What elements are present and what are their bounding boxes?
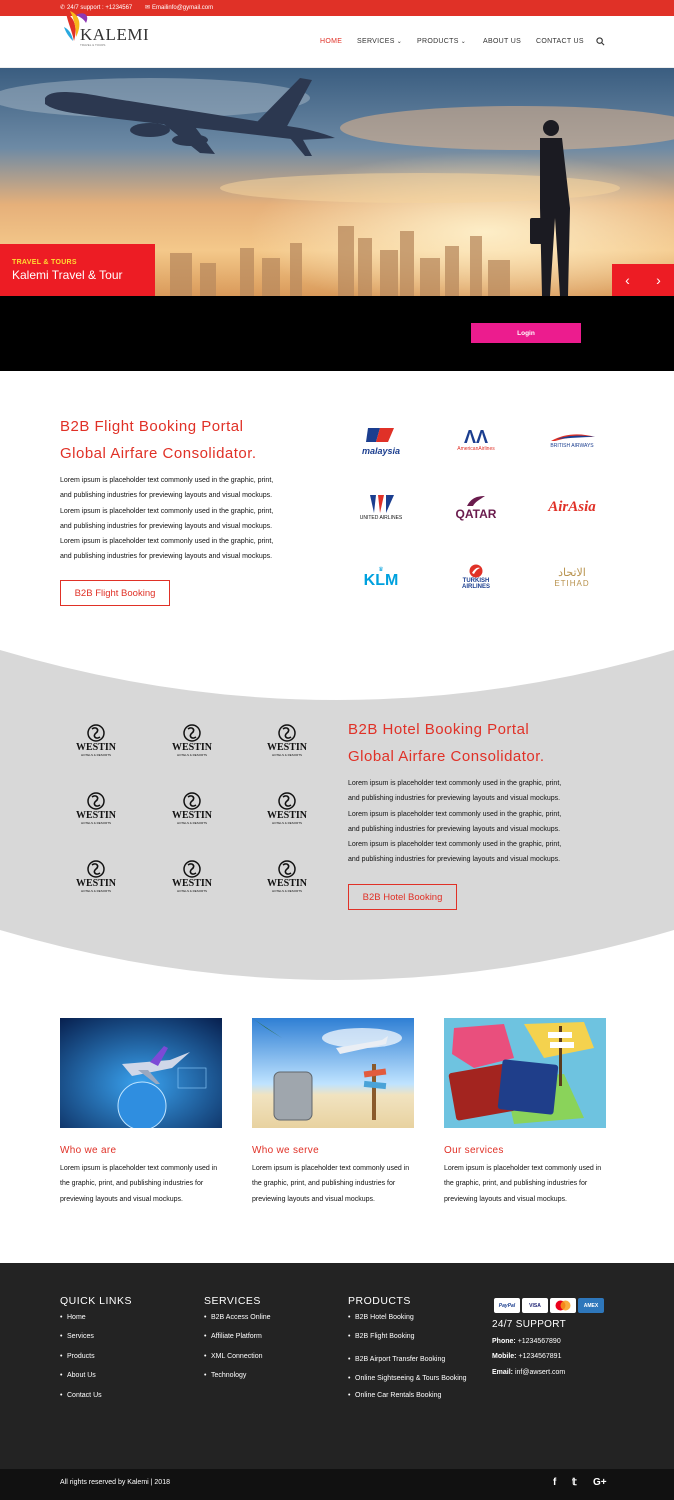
hotel-text-line: and publishing industries for previewing layouts and visual mockups. xyxy=(348,856,561,864)
westin-emblem-icon xyxy=(86,860,106,878)
airline-label: KLM xyxy=(363,571,399,589)
united-airlines-icon xyxy=(366,493,396,515)
hotel-text-line: and publishing industries for previewing layouts and visual mockups. xyxy=(348,795,561,803)
logo-text: KALEMI xyxy=(80,25,150,44)
klm-logo xyxy=(349,555,413,599)
westin-hotel-logo xyxy=(169,792,215,832)
airline-label: BRITISH AIRWAYS xyxy=(550,443,594,449)
footer-product-car-rentals[interactable]: • Online Car Rentals Booking xyxy=(348,1391,468,1401)
malaysia-airlines-icon xyxy=(364,424,398,446)
card-our-services-text: Lorem ipsum is placeholder text commonly used in the graphic, print, and publishing industries for previewing layouts and visual mockups. xyxy=(444,1165,602,1203)
westin-emblem-icon xyxy=(86,792,106,810)
flight-title xyxy=(60,413,257,467)
nav-contact-label: CONTACT US xyxy=(536,38,584,45)
westin-sub: HOTELS & RESORTS xyxy=(80,889,112,893)
nav-about-us[interactable] xyxy=(483,38,521,45)
westin-emblem-icon xyxy=(277,724,297,742)
westin-emblem-icon xyxy=(182,724,202,742)
westin-sub: HOTELS & RESORTS xyxy=(176,821,208,825)
hotel-text-line: Lorem ipsum is placeholder text commonly used in the graphic, print, xyxy=(348,810,562,818)
footer-link-about-us[interactable]: • About Us xyxy=(60,1371,102,1381)
flight-text-line: Lorem ipsum is placeholder text commonly used in the graphic, print, xyxy=(60,538,274,546)
flight-title-line-2: Global Airfare Consolidator. xyxy=(60,445,257,462)
hotel-title xyxy=(348,716,545,770)
westin-sub: HOTELS & RESORTS xyxy=(271,821,303,825)
airline-label: QATAR xyxy=(455,507,497,521)
b2b-hotel-booking-button[interactable]: B2B Hotel Booking xyxy=(348,884,457,910)
login-button[interactable]: Login xyxy=(471,323,581,343)
nav-home[interactable] xyxy=(320,38,342,45)
slider-prev-button[interactable] xyxy=(612,264,643,296)
westin-name: WESTIN xyxy=(266,810,307,821)
british-airways-logo xyxy=(540,418,604,462)
flight-text-line: Lorem ipsum is placeholder text commonly used in the graphic, print, xyxy=(60,507,274,515)
visa-card-icon: VISA xyxy=(522,1298,548,1313)
facebook-icon[interactable]: f xyxy=(553,1477,557,1488)
westin-name: WESTIN xyxy=(171,878,212,889)
westin-hotel-logo xyxy=(264,724,310,764)
support-title: 24/7 SUPPORT xyxy=(492,1319,567,1330)
flight-text-line: and publishing industries for previewing layouts and visual mockups. xyxy=(60,522,273,530)
footer-product-hotel[interactable]: • B2B Hotel Booking xyxy=(348,1313,468,1323)
email-label: Email: xyxy=(492,1369,514,1376)
westin-name: WESTIN xyxy=(75,878,116,889)
airline-label: UNITED AIRLINES xyxy=(359,515,403,521)
aa-icon: ΛΛ xyxy=(463,427,488,447)
paypal-card-icon: PayPal xyxy=(494,1298,520,1313)
airline-label: AirAsia xyxy=(548,498,596,515)
footer-service-technology[interactable]: • Technology xyxy=(204,1371,271,1381)
westin-hotel-logo xyxy=(169,860,215,900)
flight-text-line: Lorem ipsum is placeholder text commonly used in the graphic, print, xyxy=(60,477,274,484)
hero-title: Kalemi Travel & Tour xyxy=(12,268,123,282)
card-who-we-serve-title: Who we serve xyxy=(252,1145,319,1156)
turkish-airlines-icon xyxy=(469,564,483,578)
support-phone-line xyxy=(492,1338,561,1345)
airasia-logo xyxy=(540,485,604,529)
our-services-image xyxy=(444,1018,606,1128)
b2b-flight-booking-button[interactable]: B2B Flight Booking xyxy=(60,580,170,606)
footer-link-contact-us[interactable]: • Contact Us xyxy=(60,1391,102,1401)
klm-crown-icon: ♛ xyxy=(378,566,384,573)
support-mobile-line xyxy=(492,1353,561,1360)
flight-description xyxy=(60,473,330,565)
hotel-text-line: Lorem ipsum is placeholder text commonly used in the graphic, print, xyxy=(348,841,562,849)
westin-sub: HOTELS & RESORTS xyxy=(176,753,208,757)
airline-label: TURKISH AIRLINES xyxy=(461,578,490,590)
westin-hotel-logo xyxy=(264,792,310,832)
footer-service-affiliate[interactable]: • Affiliate Platform xyxy=(204,1332,271,1342)
westin-hotel-logo xyxy=(169,724,215,764)
support-email-text: Emailinfo@gymail.com xyxy=(152,4,214,11)
airline-label: malaysia xyxy=(361,446,401,456)
hotel-text-line: Lorem ipsum is placeholder text commonly used in the graphic, print, xyxy=(348,780,562,787)
mobile-label: Mobile: xyxy=(492,1353,517,1360)
chevron-right-icon: › xyxy=(656,272,661,288)
footer-mobile[interactable]: +1234567891 xyxy=(518,1353,562,1360)
flight-text-line: and publishing industries for previewing layouts and visual mockups. xyxy=(60,492,273,500)
footer-quick-links xyxy=(60,1313,102,1410)
google-plus-icon[interactable]: G+ xyxy=(593,1477,607,1488)
chevron-down-icon: ⌄ xyxy=(460,39,467,45)
etihad-arabic-icon: الاتحاد xyxy=(558,566,586,579)
chevron-down-icon: ⌄ xyxy=(396,39,403,45)
footer-service-b2b-access[interactable]: • B2B Access Online xyxy=(204,1313,271,1323)
westin-name: WESTIN xyxy=(266,742,307,753)
phone-icon: ✆ xyxy=(60,5,66,11)
hotel-title-line-2: Global Airfare Consolidator. xyxy=(348,748,545,765)
westin-sub: HOTELS & RESORTS xyxy=(80,821,112,825)
hotel-title-line-1: B2B Hotel Booking Portal xyxy=(348,721,530,738)
westin-sub: HOTELS & RESORTS xyxy=(176,889,208,893)
westin-emblem-icon xyxy=(277,860,297,878)
british-airways-icon xyxy=(547,431,597,443)
footer-services-title: SERVICES xyxy=(204,1295,261,1307)
westin-sub: HOTELS & RESORTS xyxy=(271,753,303,757)
nav-home-label: HOME xyxy=(320,38,343,45)
nav-services[interactable] xyxy=(357,38,402,45)
footer-products-title: PRODUCTS xyxy=(348,1295,411,1307)
card-who-we-are-text: Lorem ipsum is placeholder text commonly used in the graphic, print, and publishing industries for previewing layouts and visual mockups. xyxy=(60,1165,218,1203)
westin-emblem-icon xyxy=(86,724,106,742)
support-email-line xyxy=(492,1369,565,1376)
flight-title-line-1: B2B Flight Booking Portal xyxy=(60,418,244,435)
footer-products-list xyxy=(348,1313,468,1410)
qatar-airways-logo xyxy=(444,485,508,529)
card-our-services-title: Our services xyxy=(444,1145,504,1156)
united-airlines-logo xyxy=(349,485,413,529)
footer-email[interactable]: inf@awsert.com xyxy=(514,1369,566,1376)
westin-sub: HOTELS & RESORTS xyxy=(271,889,303,893)
westin-sub: HOTELS & RESORTS xyxy=(80,753,112,757)
support-phone-text: 24/7 support : +1234567 xyxy=(67,4,133,11)
card-who-we-are-title: Who we are xyxy=(60,1145,117,1156)
card-who-we-serve-text: Lorem ipsum is placeholder text commonly used in the graphic, print, and publishing industries for previewing layouts and visual mockups. xyxy=(252,1165,410,1203)
westin-name: WESTIN xyxy=(266,878,307,889)
footer-link-services[interactable]: • Services xyxy=(60,1332,102,1342)
envelope-icon: ✉ xyxy=(145,5,151,11)
westin-hotel-logo xyxy=(73,724,119,764)
westin-name: WESTIN xyxy=(171,742,212,753)
mastercard-icon xyxy=(550,1298,576,1313)
flight-text-line: and publishing industries for previewing layouts and visual mockups. xyxy=(60,553,273,561)
footer-product-sightseeing[interactable]: • Online Sightseeing & Tours Booking xyxy=(348,1371,468,1387)
chevron-left-icon: ‹ xyxy=(625,272,630,288)
who-we-serve-image xyxy=(252,1018,414,1128)
search-icon[interactable] xyxy=(596,37,605,46)
footer-link-products[interactable]: • Products xyxy=(60,1352,102,1362)
american-airlines-logo xyxy=(444,418,508,462)
hotel-text-line: and publishing industries for previewing layouts and visual mockups. xyxy=(348,825,561,833)
turkish-airlines-logo xyxy=(444,555,508,599)
footer-quick-links-title: QUICK LINKS xyxy=(60,1295,133,1307)
westin-hotel-logo xyxy=(73,792,119,832)
westin-emblem-icon xyxy=(277,792,297,810)
malaysia-airlines-logo xyxy=(349,418,413,462)
hero-subtitle: TRAVEL & TOURS xyxy=(12,259,77,266)
nav-services-label: SERVICES xyxy=(357,38,395,45)
amex-card-icon: AMEX xyxy=(578,1298,604,1313)
footer-phone[interactable]: +1234567890 xyxy=(517,1338,561,1345)
who-we-are-image xyxy=(60,1018,222,1128)
nav-products-label: PRODUCTS xyxy=(417,38,459,45)
westin-emblem-icon xyxy=(182,792,202,810)
westin-emblem-icon xyxy=(182,860,202,878)
westin-name: WESTIN xyxy=(75,742,116,753)
westin-hotel-logo xyxy=(73,860,119,900)
footer-service-xml[interactable]: • XML Connection xyxy=(204,1352,271,1362)
footer-product-airport-transfer[interactable]: • B2B Airport Transfer Booking xyxy=(348,1352,468,1368)
footer-services-list xyxy=(204,1313,271,1391)
nav-products[interactable] xyxy=(417,38,466,45)
nav-about-label: ABOUT US xyxy=(483,38,522,45)
airline-label: ETIHAD xyxy=(554,578,590,588)
westin-hotel-logo xyxy=(264,860,310,900)
airline-label: AmericanAirlines xyxy=(457,446,495,452)
slider-next-button[interactable] xyxy=(643,264,674,296)
nav-contact-us[interactable] xyxy=(536,38,584,45)
westin-name: WESTIN xyxy=(171,810,212,821)
logo-tagline: TRAVEL & TOURS xyxy=(80,43,106,47)
westin-name: WESTIN xyxy=(75,810,116,821)
qatar-oryx-icon xyxy=(465,494,487,508)
footer-product-flight[interactable]: • B2B Flight Booking xyxy=(348,1332,468,1342)
copyright-text: All rights reserved by Kalemi | 2018 xyxy=(60,1479,170,1486)
phone-label: Phone: xyxy=(492,1338,516,1345)
etihad-logo xyxy=(540,555,604,599)
twitter-icon[interactable]: 𝕥 xyxy=(572,1477,577,1488)
hotel-description xyxy=(348,776,618,868)
footer-link-home[interactable]: • Home xyxy=(60,1313,102,1323)
